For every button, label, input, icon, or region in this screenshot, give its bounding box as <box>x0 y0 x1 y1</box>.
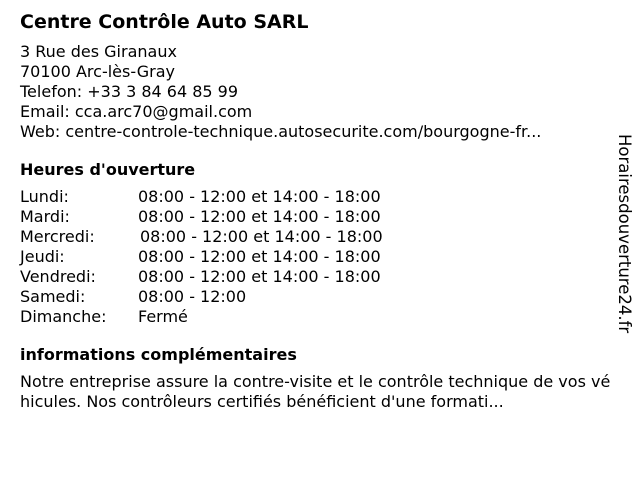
hours-row <box>20 207 610 227</box>
day-label: Mardi: <box>20 207 70 226</box>
website-link: Web: centre-controle-technique.autosecurite.com/bourgogne-fr... <box>20 122 542 141</box>
day-label: Mercredi: <box>20 227 95 246</box>
phone-number: Telefon: +33 3 84 64 85 99 <box>20 82 239 101</box>
additional-info-heading: informations complémentaires <box>20 345 297 364</box>
time-range: 08:00 - 12:00 et 14:00 - 18:00 <box>138 187 381 206</box>
time-range: 08:00 - 12:00 et 14:00 - 18:00 <box>138 267 381 286</box>
day-label: Vendredi: <box>20 267 96 286</box>
time-range: 08:00 - 12:00 et 14:00 - 18:00 <box>138 207 381 226</box>
time-range: 08:00 - 12:00 et 14:00 - 18:00 <box>140 227 383 246</box>
site-watermark <box>611 134 637 370</box>
city-address: 70100 Arc-lès-Gray <box>20 62 175 81</box>
time-range: 08:00 - 12:00 <box>138 287 247 306</box>
hours-row <box>20 267 610 287</box>
day-label: Lundi: <box>20 187 69 206</box>
email-address: Email: cca.arc70@gmail.com <box>20 102 253 121</box>
hours-row <box>20 227 610 247</box>
business-card <box>20 10 610 412</box>
day-label: Jeudi: <box>20 247 65 266</box>
business-name: Centre Contrôle Auto SARL <box>20 11 309 33</box>
opening-hours-heading: Heures d'ouverture <box>20 160 196 179</box>
time-range: 08:00 - 12:00 et 14:00 - 18:00 <box>138 247 381 266</box>
street-address: 3 Rue des Giranaux <box>20 42 177 61</box>
additional-info-text: Notre entreprise assure la contre-visite et le contrôle technique de vos véhicules. Nos contrôleurs certifiés bénéficient d'une formati... <box>20 372 611 411</box>
address-block <box>20 42 610 142</box>
hours-row <box>20 307 610 327</box>
time-range: Fermé <box>138 307 188 326</box>
hours-row <box>20 247 610 267</box>
day-label: Dimanche: <box>20 307 107 326</box>
hours-row <box>20 287 610 307</box>
watermark-text: Horairesdouverture24.fr <box>615 134 634 334</box>
opening-hours-table <box>20 187 610 327</box>
day-label: Samedi: <box>20 287 86 306</box>
hours-row <box>20 187 610 207</box>
